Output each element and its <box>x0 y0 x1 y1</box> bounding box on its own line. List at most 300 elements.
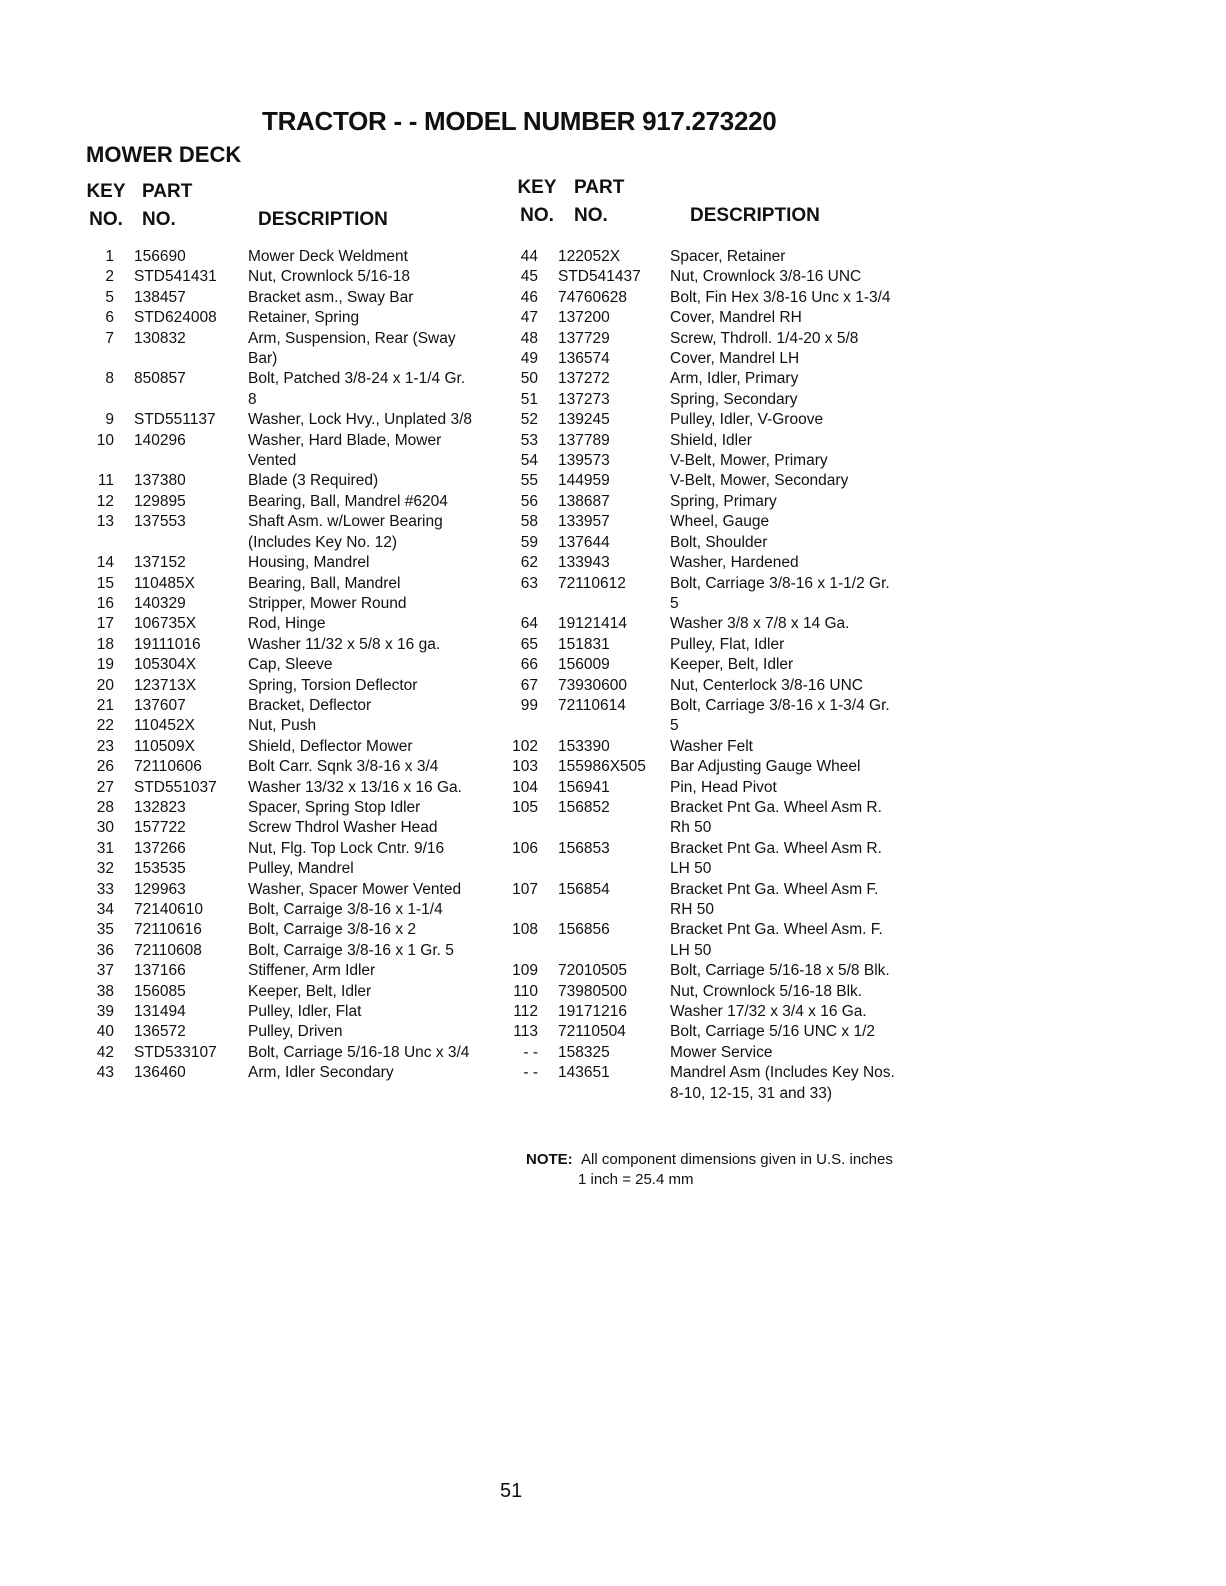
table-row <box>498 1002 896 1022</box>
table-row <box>76 778 474 798</box>
table-row <box>498 961 896 981</box>
key-number: 15 <box>96 574 114 592</box>
table-row <box>76 737 474 757</box>
part-description: Nut, Flg. Top Lock Cntr. 9/16 <box>248 839 445 857</box>
part-description: Cap, Sleeve <box>248 656 333 674</box>
table-row <box>76 818 474 838</box>
part-header-line1: PART <box>574 177 625 198</box>
key-number: 23 <box>96 737 114 755</box>
key-number: 22 <box>96 717 114 735</box>
part-description: Nut, Crownlock 3/8-16 UNC <box>670 268 862 286</box>
part-description: Bolt, Carriage 3/8-16 x 1-3/4 Gr. 5 <box>670 696 890 735</box>
part-description: Spring, Primary <box>670 492 777 510</box>
part-number: 110509X <box>134 737 195 755</box>
table-row <box>76 247 474 267</box>
key-number: 18 <box>96 635 114 653</box>
table-row <box>498 655 896 675</box>
left-parts-list <box>76 247 474 1084</box>
part-number: STD624008 <box>134 309 217 327</box>
part-description: Housing, Mandrel <box>248 554 370 572</box>
part-description: Bearing, Ball, Mandrel <box>248 574 401 592</box>
table-row <box>76 267 474 287</box>
key-number: 30 <box>96 819 114 837</box>
part-number: 144959 <box>558 472 610 490</box>
part-number: 137729 <box>558 329 610 347</box>
table-row <box>76 920 474 940</box>
key-number: 12 <box>96 492 114 510</box>
part-description: Nut, Centerlock 3/8-16 UNC <box>670 676 863 694</box>
part-description: Bracket Pnt Ga. Wheel Asm. F. LH 50 <box>670 921 883 959</box>
key-number: 45 <box>520 268 538 286</box>
table-row <box>76 696 474 716</box>
key-number: 21 <box>96 696 114 714</box>
key-number: 11 <box>97 472 114 490</box>
part-number: 137789 <box>558 431 610 449</box>
part-number: 137553 <box>134 513 186 531</box>
table-row <box>76 1002 474 1022</box>
part-number: 155986X505 <box>558 758 646 776</box>
table-row <box>498 1043 896 1063</box>
left-key-header <box>86 178 126 234</box>
key-number: 17 <box>96 615 114 633</box>
key-number: 9 <box>105 411 114 429</box>
part-number: 158325 <box>558 1043 610 1061</box>
part-description: Washer 3/8 x 7/8 x 14 Ga. <box>670 615 850 633</box>
table-row <box>498 431 896 451</box>
key-number: 67 <box>520 676 538 694</box>
key-number: 13 <box>96 513 114 531</box>
key-number: 56 <box>520 492 538 510</box>
part-number: 72110606 <box>134 758 202 776</box>
part-description: Mower Deck Weldment <box>248 248 408 265</box>
key-number: 2 <box>105 268 114 286</box>
key-header-line2: NO. <box>520 205 554 226</box>
key-number: 99 <box>520 696 538 714</box>
table-row <box>76 614 474 634</box>
page-number: 51 <box>500 1480 523 1502</box>
part-description: Mower Service <box>670 1043 773 1061</box>
table-row <box>498 451 896 471</box>
right-parts-list <box>498 247 896 1104</box>
table-row <box>76 839 474 859</box>
part-description: Cover, Mandrel LH <box>670 350 800 368</box>
part-description: Keeper, Belt, Idler <box>248 982 372 1000</box>
table-row <box>498 982 896 1002</box>
table-row <box>498 737 896 757</box>
part-number: 132823 <box>134 798 186 816</box>
table-row <box>498 247 896 267</box>
part-description: Screw, Thdroll. 1/4-20 x 5/8 <box>670 329 859 347</box>
key-number: 105 <box>512 798 538 816</box>
key-header-line1: KEY <box>86 181 126 202</box>
part-description: Shield, Deflector Mower <box>248 737 413 755</box>
part-description: Wheel, Gauge <box>670 513 770 531</box>
table-row <box>76 308 474 328</box>
table-row <box>76 553 474 573</box>
key-number: 53 <box>520 431 538 449</box>
key-header-line2: NO. <box>89 209 123 230</box>
table-row <box>76 288 474 308</box>
key-number: 107 <box>512 880 538 898</box>
table-row <box>498 614 896 634</box>
part-header-line2: NO. <box>574 205 608 226</box>
part-number: 850857 <box>134 370 186 388</box>
part-number: 156856 <box>558 921 610 939</box>
table-row <box>498 920 896 961</box>
part-number: 137644 <box>558 533 610 551</box>
part-number: 156852 <box>558 798 610 816</box>
table-row <box>498 1022 896 1042</box>
part-number: 123713X <box>134 676 197 694</box>
part-number: 157722 <box>134 819 186 837</box>
part-number: 153535 <box>134 860 186 878</box>
part-description: Nut, Crownlock 5/16-18 Blk. <box>670 982 863 1000</box>
part-number: 110452X <box>134 717 195 735</box>
key-number: 27 <box>96 778 114 796</box>
part-description: Arm, Idler Secondary <box>248 1064 394 1082</box>
right-key-header <box>516 174 558 230</box>
part-number: 106735X <box>134 615 197 633</box>
key-number: 103 <box>512 758 538 776</box>
part-header-line2: NO. <box>142 209 176 230</box>
key-number: 34 <box>96 901 114 918</box>
part-description: Bolt, Carriage 3/8-16 x 1-1/2 Gr. 5 <box>670 574 890 612</box>
left-description-header: DESCRIPTION <box>258 209 388 230</box>
key-number: 66 <box>520 656 538 674</box>
key-number: 108 <box>512 921 538 939</box>
table-row <box>498 288 896 308</box>
part-description: Pulley, Mandrel <box>248 860 354 878</box>
key-number: - - <box>523 1043 538 1061</box>
table-row <box>76 941 474 961</box>
key-number: 64 <box>520 615 538 633</box>
part-number: 110485X <box>134 574 195 592</box>
part-number: 140296 <box>134 431 186 449</box>
part-description: Pulley, Idler, Flat <box>248 1003 362 1021</box>
part-number: 72110608 <box>134 941 202 959</box>
table-row <box>498 880 896 921</box>
key-number: 16 <box>96 594 114 612</box>
part-description: Bearing, Ball, Mandrel #6204 <box>248 492 448 510</box>
table-row <box>498 757 896 777</box>
part-number: 74760628 <box>558 288 627 306</box>
part-description: Bolt, Carriage 5/16-18 x 5/8 Blk. <box>670 962 890 980</box>
part-number: 19111016 <box>134 635 201 653</box>
part-description: Rod, Hinge <box>248 615 326 633</box>
table-row <box>498 267 896 287</box>
key-number: 47 <box>520 309 538 327</box>
table-row <box>498 778 896 798</box>
part-number: 72010505 <box>558 962 627 980</box>
part-number: 131494 <box>134 1003 186 1021</box>
key-number: 44 <box>520 248 538 265</box>
part-description: Nut, Crownlock 5/16-18 <box>248 268 410 286</box>
table-row <box>76 492 474 512</box>
part-number: 138687 <box>558 492 610 510</box>
part-description: Shaft Asm. w/Lower Bearing (Includes Key No. 12) <box>248 513 443 551</box>
table-row <box>498 329 896 349</box>
key-number: 63 <box>520 574 538 592</box>
part-number: 129963 <box>134 880 186 898</box>
table-row <box>76 900 474 920</box>
part-description: Washer, Hard Blade, Mower Vented <box>248 431 442 470</box>
table-row <box>498 533 896 553</box>
table-row <box>498 512 896 532</box>
part-number: 151831 <box>558 635 610 653</box>
key-number: 36 <box>96 941 114 959</box>
part-number: 136460 <box>134 1064 186 1082</box>
part-description: V-Belt, Mower, Secondary <box>670 472 849 490</box>
part-number: STD533107 <box>134 1043 217 1061</box>
left-part-header <box>142 178 192 234</box>
part-description: V-Belt, Mower, Primary <box>670 452 828 470</box>
part-number: 139573 <box>558 452 610 470</box>
table-row <box>76 655 474 675</box>
part-number: 137200 <box>558 309 610 327</box>
part-description: Spring, Secondary <box>670 390 798 408</box>
key-number: 46 <box>520 288 538 306</box>
key-number: 5 <box>105 288 114 306</box>
part-description: Stiffener, Arm Idler <box>248 962 376 980</box>
table-row <box>498 471 896 491</box>
key-number: 54 <box>520 452 538 470</box>
part-number: STD551037 <box>134 778 217 796</box>
key-number: 39 <box>96 1003 114 1021</box>
key-number: 51 <box>520 390 538 408</box>
part-description: Washer, Hardened <box>670 554 799 572</box>
part-description: Washer Felt <box>670 737 753 755</box>
part-description: Nut, Push <box>248 717 317 735</box>
part-number: 156853 <box>558 839 610 857</box>
table-row <box>76 574 474 594</box>
part-description: Bracket asm., Sway Bar <box>248 288 414 306</box>
part-description: Bracket Pnt Ga. Wheel Asm R. Rh 50 <box>670 798 882 837</box>
key-number: 26 <box>96 758 114 776</box>
part-number: 133943 <box>558 554 610 572</box>
key-number: 38 <box>96 982 114 1000</box>
part-description: Pin, Head Pivot <box>670 778 777 796</box>
part-description: Bracket, Deflector <box>248 696 372 714</box>
table-row <box>498 839 896 880</box>
part-number: 19171216 <box>558 1003 627 1021</box>
table-row <box>498 574 896 615</box>
part-description: Cover, Mandrel RH <box>670 309 802 327</box>
table-row <box>76 329 474 370</box>
key-number: 42 <box>96 1043 114 1061</box>
part-description: Bolt, Shoulder <box>670 533 768 551</box>
key-number: 55 <box>520 472 538 490</box>
table-row <box>76 716 474 736</box>
right-part-header <box>574 174 624 230</box>
part-description: Keeper, Belt, Idler <box>670 656 794 674</box>
table-row <box>498 696 896 737</box>
part-number: 153390 <box>558 737 610 755</box>
table-row <box>76 594 474 614</box>
table-row <box>76 369 474 410</box>
table-row <box>76 982 474 1002</box>
table-row <box>76 1022 474 1042</box>
part-number: 133957 <box>558 513 610 531</box>
part-number: 122052X <box>558 248 621 265</box>
part-description: Arm, Idler, Primary <box>670 370 799 388</box>
table-row <box>498 635 896 655</box>
part-description: Spring, Torsion Deflector <box>248 676 418 694</box>
table-row <box>498 1063 896 1104</box>
part-number: 72110614 <box>558 696 626 714</box>
key-number: - - <box>523 1064 538 1082</box>
part-number: STD541431 <box>134 268 217 286</box>
section-title: MOWER DECK <box>86 142 242 167</box>
key-number: 102 <box>512 737 538 755</box>
part-description: Stripper, Mower Round <box>248 594 407 612</box>
table-row <box>498 410 896 430</box>
key-number: 58 <box>520 513 538 531</box>
part-description: Pulley, Flat, Idler <box>670 635 785 653</box>
right-description-header: DESCRIPTION <box>690 205 820 226</box>
part-description: Bolt, Fin Hex 3/8-16 Unc x 1-3/4 <box>670 288 891 306</box>
key-number: 8 <box>105 370 114 388</box>
part-description: Washer, Lock Hvy., Unplated 3/8 <box>248 411 472 429</box>
table-row <box>76 676 474 696</box>
part-number: 156690 <box>134 248 186 265</box>
note-line2: 1 inch = 25.4 mm <box>578 1171 694 1188</box>
part-number: 156854 <box>558 880 610 898</box>
part-number: 137273 <box>558 390 610 408</box>
part-number: 156085 <box>134 982 186 1000</box>
key-number: 110 <box>513 982 538 1000</box>
key-number: 33 <box>96 880 114 898</box>
part-description: Blade (3 Required) <box>248 472 379 490</box>
key-number: 19 <box>96 656 114 674</box>
part-number: 140329 <box>134 594 186 612</box>
part-number: 137380 <box>134 472 186 490</box>
key-number: 113 <box>513 1023 538 1041</box>
part-number: 72110612 <box>558 574 626 592</box>
part-number: 137166 <box>134 962 186 980</box>
part-description: Washer 13/32 x 13/16 x 16 Ga. <box>248 778 462 796</box>
part-number: STD551137 <box>134 411 216 429</box>
part-number: 105304X <box>134 656 197 674</box>
key-number: 1 <box>105 248 114 265</box>
part-description: Retainer, Spring <box>248 309 360 327</box>
part-number: 156009 <box>558 656 610 674</box>
key-number: 20 <box>96 676 114 694</box>
part-description: Bolt, Carriage 5/16-18 Unc x 3/4 <box>248 1043 470 1061</box>
key-number: 48 <box>520 329 538 347</box>
note <box>526 1150 893 1190</box>
table-row <box>498 308 896 328</box>
key-header-line1: KEY <box>517 177 557 198</box>
part-description: Spacer, Spring Stop Idler <box>248 798 421 816</box>
table-row <box>76 431 474 472</box>
table-row <box>76 1063 474 1083</box>
key-number: 109 <box>512 962 538 980</box>
part-description: Spacer, Retainer <box>670 248 786 265</box>
part-description: Shield, Idler <box>670 431 752 449</box>
part-number: 129895 <box>134 492 186 510</box>
part-number: 73980500 <box>558 982 627 1000</box>
part-description: Washer 17/32 x 3/4 x 16 Ga. <box>670 1003 867 1021</box>
part-description: Bracket Pnt Ga. Wheel Asm R. LH 50 <box>670 839 882 878</box>
table-row <box>498 369 896 389</box>
key-number: 35 <box>96 921 114 939</box>
part-description: Screw Thdrol Washer Head <box>248 819 438 837</box>
key-number: 37 <box>96 962 114 980</box>
part-number: 156941 <box>558 778 610 796</box>
part-description: Pulley, Driven <box>248 1023 343 1041</box>
part-description: Bolt, Carriage 5/16 UNC x 1/2 <box>670 1023 876 1041</box>
key-number: 31 <box>96 839 114 857</box>
table-row <box>498 349 896 369</box>
note-label: NOTE: <box>526 1151 573 1168</box>
part-header-line1: PART <box>142 181 193 202</box>
table-row <box>498 798 896 839</box>
part-description: Bar Adjusting Gauge Wheel <box>670 758 861 776</box>
part-number: 137152 <box>134 554 186 572</box>
table-row <box>498 390 896 410</box>
key-number: 43 <box>96 1064 114 1082</box>
table-row <box>76 410 474 430</box>
key-number: 65 <box>520 635 538 653</box>
part-description: Bolt, Carraige 3/8-16 x 2 <box>248 921 417 939</box>
key-number: 50 <box>520 370 538 388</box>
key-number: 62 <box>520 554 538 572</box>
table-row <box>498 553 896 573</box>
key-number: 112 <box>513 1003 538 1021</box>
table-row <box>76 512 474 553</box>
part-number: 19121414 <box>558 615 627 633</box>
key-number: 52 <box>520 411 538 429</box>
table-row <box>498 492 896 512</box>
part-number: 72110616 <box>134 921 202 939</box>
part-number: 138457 <box>134 288 186 306</box>
table-row <box>498 676 896 696</box>
key-number: 59 <box>520 533 538 551</box>
part-number: STD541437 <box>558 268 641 286</box>
key-number: 40 <box>96 1023 114 1041</box>
key-number: 6 <box>105 309 114 327</box>
part-number: 143651 <box>558 1064 610 1082</box>
table-row <box>76 757 474 777</box>
part-number: 137266 <box>134 839 186 857</box>
part-description: Bolt, Carraige 3/8-16 x 1 Gr. 5 <box>248 941 454 959</box>
key-number: 10 <box>96 431 114 449</box>
part-number: 139245 <box>558 411 610 429</box>
key-number: 32 <box>96 860 114 878</box>
part-number: 72140610 <box>134 901 203 918</box>
part-description: Mandrel Asm (Includes Key Nos. 8-10, 12-15, 31 and 33) <box>670 1064 895 1102</box>
key-number: 106 <box>512 839 538 857</box>
page-title: TRACTOR - - MODEL NUMBER 917.273220 <box>262 106 777 136</box>
part-number: 137607 <box>134 696 186 714</box>
table-row <box>76 859 474 879</box>
note-line1: All component dimensions given in U.S. inches <box>581 1151 893 1168</box>
key-number: 49 <box>520 350 538 368</box>
part-number: 130832 <box>134 329 186 347</box>
table-row <box>76 635 474 655</box>
part-number: 73930600 <box>558 676 627 694</box>
key-number: 7 <box>105 329 114 347</box>
part-number: 136572 <box>134 1023 186 1041</box>
part-description: Pulley, Idler, V-Groove <box>670 411 824 429</box>
part-number: 137272 <box>558 370 610 388</box>
part-description: Bolt Carr. Sqnk 3/8-16 x 3/4 <box>248 758 439 776</box>
part-description: Arm, Suspension, Rear (Sway Bar) <box>248 329 456 368</box>
part-description: Washer 11/32 x 5/8 x 16 ga. <box>248 635 441 653</box>
key-number: 28 <box>96 798 114 816</box>
table-row <box>76 471 474 491</box>
part-number: 72110504 <box>558 1023 626 1041</box>
